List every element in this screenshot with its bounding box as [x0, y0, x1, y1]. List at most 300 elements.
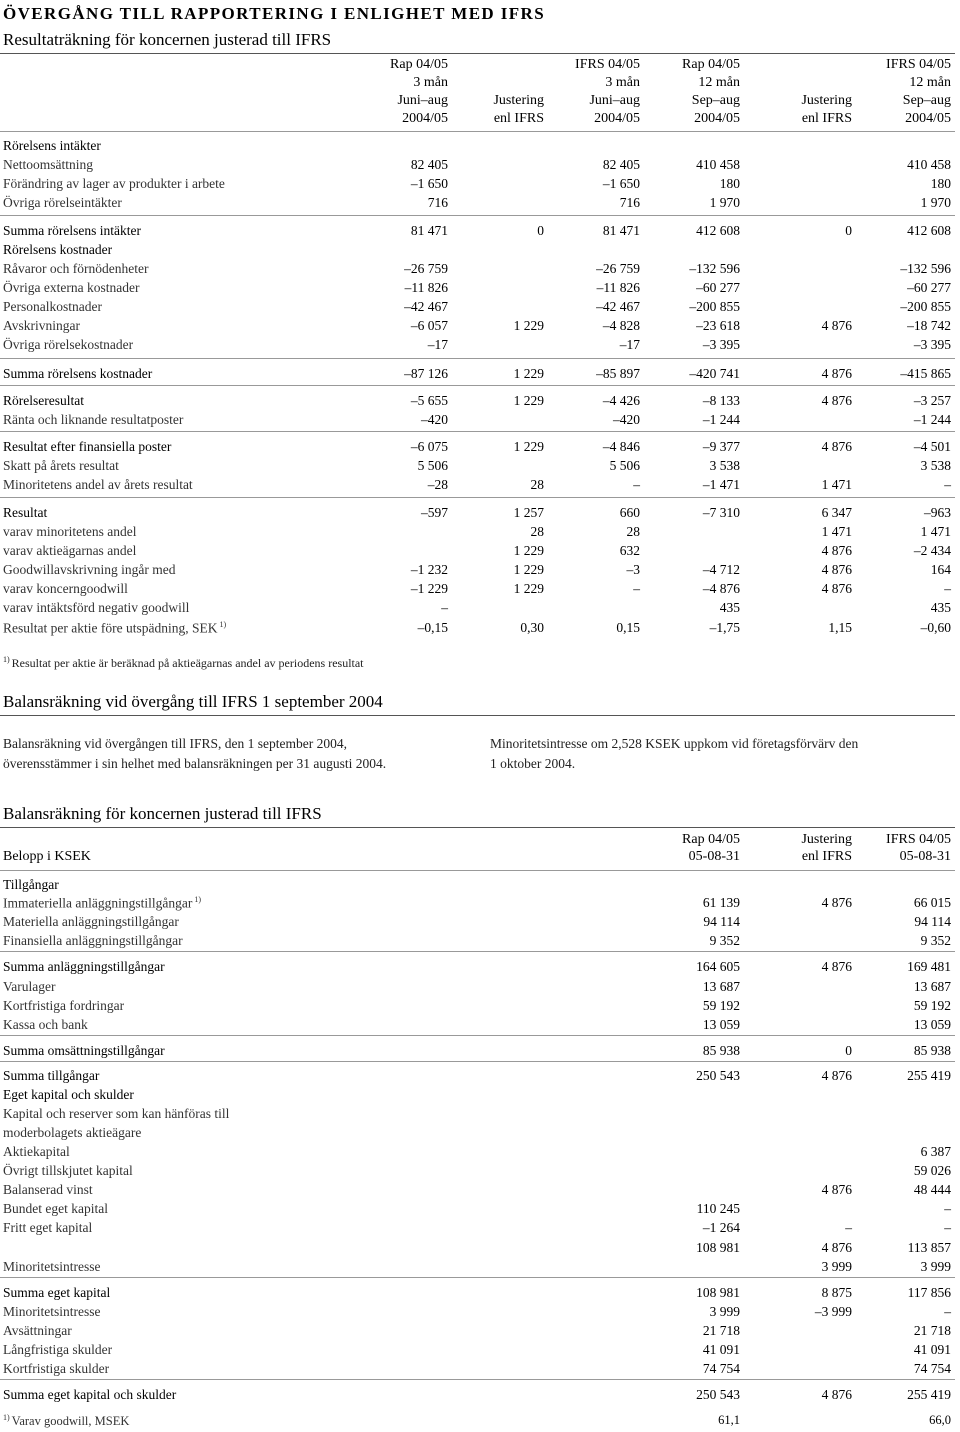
- row-value: –1 244: [702, 412, 740, 427]
- row-divider: [0, 1379, 955, 1380]
- balance-row: [0, 1125, 960, 1142]
- row-value: 632: [619, 543, 640, 558]
- balance-row: [0, 895, 960, 912]
- unit-label: Belopp i KSEK: [3, 849, 91, 864]
- row-value: –1 244: [913, 412, 951, 427]
- row-value: –2 434: [913, 543, 951, 558]
- row-value: 8 875: [821, 1285, 852, 1300]
- row-value: 6 347: [821, 505, 852, 520]
- income-row: [0, 176, 960, 193]
- row-label: Övriga rörelsekostnader: [3, 337, 134, 352]
- row-value: –132 596: [689, 261, 740, 276]
- row-value: –132 596: [900, 261, 951, 276]
- row-label: varav minoritetens andel: [3, 524, 137, 539]
- balance-row: [0, 979, 960, 996]
- row-value: 5 506: [609, 458, 640, 473]
- balance-row: [0, 933, 960, 950]
- income-row: [0, 505, 960, 522]
- row-value: –42 467: [596, 299, 640, 314]
- row-value: 85 938: [913, 1043, 951, 1058]
- row-label: Avskrivningar: [3, 318, 80, 333]
- income-row: [0, 600, 960, 617]
- row-label: Kortfristiga fordringar: [3, 998, 125, 1013]
- row-value: 117 856: [907, 1285, 951, 1300]
- row-divider: [0, 385, 955, 386]
- row-value: 59 026: [913, 1163, 951, 1178]
- row-label: Resultat per aktie före utspädning, SEK $^{1)}$: [3, 620, 227, 636]
- row-value: 66 015: [913, 895, 951, 910]
- row-value: –18 742: [907, 318, 951, 333]
- row-label: Summa rörelsens kostnader: [3, 366, 153, 381]
- row-value: 113 857: [907, 1240, 951, 1255]
- row-value: 1 970: [920, 195, 951, 210]
- row-value: 4 876: [821, 393, 852, 408]
- row-value: 41 091: [913, 1342, 951, 1357]
- row-value: 1 471: [821, 524, 852, 539]
- row-label: Minoritetsintresse: [3, 1259, 101, 1274]
- row-value: –: [944, 1304, 951, 1319]
- row-value: 412 608: [907, 223, 951, 238]
- row-value: 21 718: [702, 1323, 740, 1338]
- row-value: 9 352: [709, 933, 740, 948]
- row-value: 4 876: [821, 1387, 852, 1402]
- row-value: 1 229: [513, 581, 544, 596]
- row-value: 660: [619, 505, 640, 520]
- income-row: [0, 261, 960, 278]
- income-row: [0, 562, 960, 579]
- income-col-header: 2004/05: [594, 111, 640, 126]
- balance-row: [0, 959, 960, 976]
- row-value: 3 999: [821, 1259, 852, 1274]
- row-value: 94 114: [703, 914, 740, 929]
- row-value: –: [633, 477, 640, 492]
- row-value: –420: [421, 412, 448, 427]
- income-col-header: Juni–aug: [397, 93, 448, 108]
- row-value: –420 741: [689, 366, 740, 381]
- row-value: 4 876: [821, 318, 852, 333]
- balance-row: [0, 1285, 960, 1302]
- row-value: 21 718: [913, 1323, 951, 1338]
- row-label: Resultat efter finansiella poster: [3, 439, 172, 454]
- row-value: 4 876: [821, 366, 852, 381]
- row-label: Nettoomsättning: [3, 157, 93, 172]
- row-value: –4 712: [702, 562, 740, 577]
- row-label: Summa rörelsens intäkter: [3, 223, 141, 238]
- balance-col-header: 05-08-31: [899, 849, 951, 864]
- income-row: [0, 620, 960, 637]
- row-label: Rörelsens kostnader: [3, 242, 113, 257]
- row-value: 94 114: [914, 914, 951, 929]
- row-label: Varulager: [3, 979, 56, 994]
- income-row: [0, 157, 960, 174]
- row-value: 4 876: [821, 1240, 852, 1255]
- row-value: –: [944, 1201, 951, 1216]
- row-value: 164: [930, 562, 951, 577]
- income-col-header: 12 mån: [698, 75, 740, 90]
- income-row: [0, 458, 960, 475]
- balance-row: [0, 1163, 960, 1180]
- row-value: 3 538: [709, 458, 740, 473]
- footnote-marker: 1): [217, 620, 227, 629]
- transition-divider: [0, 715, 955, 716]
- row-value: –1 650: [602, 176, 640, 191]
- row-label: varav koncerngoodwill: [3, 581, 128, 596]
- row-value: 1 229: [513, 393, 544, 408]
- row-value: –1 471: [702, 477, 740, 492]
- row-label: Övrigt tillskjutet kapital: [3, 1163, 133, 1178]
- balance-col-header: Rap 04/05: [682, 832, 740, 847]
- row-value: 59 192: [913, 998, 951, 1013]
- row-value: 59 192: [702, 998, 740, 1013]
- row-value: –23 618: [696, 318, 740, 333]
- row-value: 4 876: [821, 895, 852, 910]
- row-label: Rörelseresultat: [3, 393, 84, 408]
- row-value: –0,60: [920, 620, 951, 635]
- row-value: 1,15: [828, 620, 852, 635]
- row-value: –42 467: [404, 299, 448, 314]
- row-value: 3 999: [920, 1259, 951, 1274]
- income-row: [0, 393, 960, 410]
- income-row: [0, 366, 960, 383]
- row-value: 28: [530, 524, 544, 539]
- income-col-header: 12 mån: [909, 75, 951, 90]
- row-value: –4 876: [702, 581, 740, 596]
- income-row: [0, 280, 960, 297]
- row-value: 180: [719, 176, 740, 191]
- row-value: –7 310: [702, 505, 740, 520]
- header-divider: [0, 131, 955, 132]
- row-value: 28: [626, 524, 640, 539]
- row-value: –200 855: [900, 299, 951, 314]
- row-value: –4 828: [602, 318, 640, 333]
- income-row: [0, 195, 960, 212]
- row-label: Summa anläggningstillgångar: [3, 959, 165, 974]
- row-value: –8 133: [702, 393, 740, 408]
- row-value: –17: [427, 337, 448, 352]
- balance-row: [0, 1201, 960, 1218]
- row-label: Materiella anläggningstillgångar: [3, 914, 179, 929]
- row-value: 410 458: [907, 157, 951, 172]
- row-value: –11 826: [404, 280, 448, 295]
- row-divider: [0, 358, 955, 359]
- row-value: 13 687: [913, 979, 951, 994]
- row-value: –1 229: [410, 581, 448, 596]
- row-divider: [0, 431, 955, 432]
- row-value: 1 229: [513, 366, 544, 381]
- row-value: –11 826: [596, 280, 640, 295]
- row-value: 0,15: [616, 620, 640, 635]
- row-label: Tillgångar: [3, 877, 59, 892]
- footnote-text: [3, 655, 364, 671]
- row-value: 28: [530, 477, 544, 492]
- row-value: 13 059: [913, 1017, 951, 1032]
- row-label: Summa eget kapital: [3, 1285, 111, 1300]
- row-label: Summa eget kapital och skulder: [3, 1387, 177, 1402]
- balance-row: [0, 1144, 960, 1161]
- transition-title: Balansräkning vid övergång till IFRS 1 september 2004: [3, 692, 383, 711]
- row-value: 4 876: [821, 439, 852, 454]
- income-col-header: Justering: [493, 93, 544, 108]
- row-label: Finansiella anläggningstillgångar: [3, 933, 183, 948]
- row-value: 0: [845, 1043, 852, 1058]
- income-col-header: Rap 04/05: [390, 57, 448, 72]
- row-label: Långfristiga skulder: [3, 1342, 113, 1357]
- balance-sheet-title: Balansräkning för koncernen justerad till IFRS: [3, 804, 322, 823]
- balance-row: [0, 1043, 960, 1060]
- balance-row: [0, 1087, 960, 1104]
- balance-row: [0, 1220, 960, 1237]
- income-col-header: Sep–aug: [902, 93, 951, 108]
- footnote-marker: 1): [3, 1413, 12, 1422]
- row-value: –3 395: [702, 337, 740, 352]
- row-label: Minoritetsintresse: [3, 1304, 101, 1319]
- row-value: 180: [930, 176, 951, 191]
- row-label: varav aktieägarnas andel: [3, 543, 137, 558]
- row-value: –5 655: [410, 393, 448, 408]
- row-value: –4 426: [602, 393, 640, 408]
- row-label: Goodwillavskrivning ingår med: [3, 562, 176, 577]
- row-value: –6 075: [410, 439, 448, 454]
- row-value: –17: [619, 337, 640, 352]
- row-value: –6 057: [410, 318, 448, 333]
- row-value: 85 938: [702, 1043, 740, 1058]
- row-value: 412 608: [696, 223, 740, 238]
- row-value: 48 444: [913, 1182, 951, 1197]
- balance-row: [0, 1240, 960, 1257]
- footnote-body: Varav goodwill, MSEK: [11, 1414, 130, 1429]
- row-value: 110 245: [696, 1201, 740, 1216]
- balance-col-header: Justering: [801, 832, 852, 847]
- income-row: [0, 524, 960, 541]
- row-value: 13 059: [702, 1017, 740, 1032]
- row-value: 250 543: [696, 1387, 740, 1402]
- row-value: 74 754: [913, 1361, 951, 1376]
- footnote-value: 61,1: [718, 1413, 740, 1427]
- balance-col-header: IFRS 04/05: [886, 832, 951, 847]
- title-divider: [0, 53, 955, 54]
- row-value: –1 232: [410, 562, 448, 577]
- row-value: 82 405: [410, 157, 448, 172]
- row-value: 108 981: [696, 1285, 740, 1300]
- row-value: 1 471: [821, 477, 852, 492]
- row-value: 4 876: [821, 543, 852, 558]
- row-divider: [0, 1277, 955, 1278]
- income-row: [0, 138, 960, 155]
- balance-row: [0, 1323, 960, 1340]
- row-label: Immateriella anläggningstillgångar $^{1)}$: [3, 895, 201, 911]
- row-value: 74 754: [702, 1361, 740, 1376]
- balance-footnote: [0, 1413, 960, 1430]
- income-col-header: enl IFRS: [493, 111, 544, 126]
- income-col-header: 2004/05: [905, 111, 951, 126]
- row-value: 1 229: [513, 543, 544, 558]
- row-label: Resultat: [3, 505, 48, 520]
- row-label: Kortfristiga skulder: [3, 1361, 110, 1376]
- row-value: –0,15: [417, 620, 448, 635]
- row-value: –26 759: [596, 261, 640, 276]
- row-divider: [0, 951, 955, 952]
- row-value: 716: [619, 195, 640, 210]
- row-value: –3 395: [913, 337, 951, 352]
- row-value: 81 471: [602, 223, 640, 238]
- row-value: –: [944, 581, 951, 596]
- income-row: [0, 477, 960, 494]
- row-value: –: [441, 600, 448, 615]
- balance-row: [0, 914, 960, 931]
- income-col-header: enl IFRS: [801, 111, 852, 126]
- income-row: [0, 581, 960, 598]
- header-divider: [0, 870, 955, 871]
- balance-col-header: 05-08-31: [688, 849, 740, 864]
- income-row: [0, 318, 960, 335]
- row-value: 1 970: [709, 195, 740, 210]
- income-row: [0, 299, 960, 316]
- balance-row: [0, 1361, 960, 1378]
- income-statement-title: Resultaträkning för koncernen justerad till IFRS: [3, 30, 332, 49]
- income-row: [0, 337, 960, 354]
- row-value: 1 229: [513, 318, 544, 333]
- footnote-body: Resultat per aktie är beräknad på aktieägarnas andel av periodens resultat: [11, 656, 364, 670]
- transition-right-text: Minoritetsintresse om 2,528 KSEK uppkom vid företagsförvärv den 1 oktober 2004.: [490, 736, 859, 771]
- income-col-header: IFRS 04/05: [575, 57, 640, 72]
- balance-row: [0, 1106, 960, 1123]
- row-label: Avsättningar: [3, 1323, 72, 1338]
- row-value: 4 876: [821, 581, 852, 596]
- row-value: –9 377: [702, 439, 740, 454]
- balance-row: [0, 1068, 960, 1085]
- row-divider: [0, 1061, 955, 1062]
- row-value: –415 865: [900, 366, 951, 381]
- income-col-header: 3 mån: [413, 75, 448, 90]
- row-value: 4 876: [821, 1182, 852, 1197]
- income-row: [0, 543, 960, 560]
- balance-row: [0, 1342, 960, 1359]
- income-col-header: IFRS 04/05: [886, 57, 951, 72]
- income-col-header: Sep–aug: [691, 93, 740, 108]
- row-value: 4 876: [821, 562, 852, 577]
- row-divider: [0, 1035, 955, 1036]
- row-label: Skatt på årets resultat: [3, 458, 119, 473]
- row-value: 1 257: [513, 505, 544, 520]
- row-value: –963: [924, 505, 951, 520]
- row-value: –28: [427, 477, 448, 492]
- row-value: –1 650: [410, 176, 448, 191]
- income-col-header: 3 mån: [605, 75, 640, 90]
- row-value: 255 419: [907, 1068, 951, 1083]
- row-value: –60 277: [696, 280, 740, 295]
- row-value: 4 876: [821, 959, 852, 974]
- row-value: –4 846: [602, 439, 640, 454]
- row-value: 9 352: [920, 933, 951, 948]
- row-value: 0: [845, 223, 852, 238]
- row-label: Råvaror och förnödenheter: [3, 261, 149, 276]
- footnote-marker: 1): [3, 655, 12, 664]
- row-label: Minoritetens andel av årets resultat: [3, 477, 193, 492]
- row-value: –: [633, 581, 640, 596]
- row-label: Kapital och reserver som kan hänföras till: [3, 1106, 230, 1121]
- row-value: 1 471: [920, 524, 951, 539]
- row-value: 410 458: [696, 157, 740, 172]
- row-label: Övriga rörelseintäkter: [3, 195, 122, 210]
- row-value: 13 687: [702, 979, 740, 994]
- row-value: 1 229: [513, 439, 544, 454]
- page-title: ÖVERGÅNG TILL RAPPORTERING I ENLIGHET MED IFRS: [3, 4, 546, 23]
- row-label: Kassa och bank: [3, 1017, 88, 1032]
- row-label: Summa omsättningstillgångar: [3, 1043, 165, 1058]
- balance-row: [0, 877, 960, 894]
- row-value: 435: [719, 600, 740, 615]
- row-value: 164 605: [696, 959, 740, 974]
- balance-row: [0, 1259, 960, 1276]
- row-value: –: [944, 477, 951, 492]
- income-row: [0, 412, 960, 429]
- footnote-value: 66,0: [929, 1413, 951, 1427]
- row-value: 169 481: [907, 959, 951, 974]
- row-label: Rörelsens intäkter: [3, 138, 101, 153]
- row-value: –: [944, 1220, 951, 1235]
- row-label: Förändring av lager av produkter i arbete: [3, 176, 225, 191]
- row-label: moderbolagets aktieägare: [3, 1125, 142, 1140]
- row-value: 255 419: [907, 1387, 951, 1402]
- row-label: Personalkostnader: [3, 299, 102, 314]
- row-value: 41 091: [702, 1342, 740, 1357]
- row-value: –: [845, 1220, 852, 1235]
- row-value: 81 471: [410, 223, 448, 238]
- income-col-header: 2004/05: [402, 111, 448, 126]
- row-value: –3: [626, 562, 640, 577]
- row-value: 1 229: [513, 562, 544, 577]
- row-label: varav intäktsförd negativ goodwill: [3, 600, 190, 615]
- row-value: –4 501: [913, 439, 951, 454]
- balance-row: [0, 1387, 960, 1404]
- row-label: Ränta och liknande resultatposter: [3, 412, 184, 427]
- row-value: –87 126: [404, 366, 448, 381]
- row-value: –60 277: [907, 280, 951, 295]
- row-value: 250 543: [696, 1068, 740, 1083]
- row-value: 435: [930, 600, 951, 615]
- row-label: Aktiekapital: [3, 1144, 70, 1159]
- income-row: [0, 223, 960, 240]
- row-label: Övriga externa kostnader: [3, 280, 140, 295]
- footnote-marker: 1): [192, 895, 201, 904]
- balance-col-header: enl IFRS: [801, 849, 852, 864]
- row-value: 6 387: [920, 1144, 951, 1159]
- row-value: –200 855: [689, 299, 740, 314]
- income-col-header: Rap 04/05: [682, 57, 740, 72]
- row-value: –597: [421, 505, 448, 520]
- row-divider: [0, 497, 955, 498]
- row-value: 0: [537, 223, 544, 238]
- row-value: 4 876: [821, 1068, 852, 1083]
- income-col-header: 2004/05: [694, 111, 740, 126]
- row-label: Eget kapital och skulder: [3, 1087, 134, 1102]
- row-value: –1 264: [702, 1220, 740, 1235]
- balance-row: [0, 998, 960, 1015]
- row-value: –3 257: [913, 393, 951, 408]
- row-value: 3 538: [920, 458, 951, 473]
- footnote-text: [3, 1413, 129, 1429]
- income-col-header: Justering: [801, 93, 852, 108]
- balance-row: [0, 1304, 960, 1321]
- row-label: Fritt eget kapital: [3, 1220, 93, 1235]
- income-row: [0, 242, 960, 259]
- income-col-header: Juni–aug: [589, 93, 640, 108]
- row-value: 108 981: [696, 1240, 740, 1255]
- row-value: –26 759: [404, 261, 448, 276]
- row-value: –3 999: [814, 1304, 852, 1319]
- income-row: [0, 439, 960, 456]
- balance-row: [0, 1182, 960, 1199]
